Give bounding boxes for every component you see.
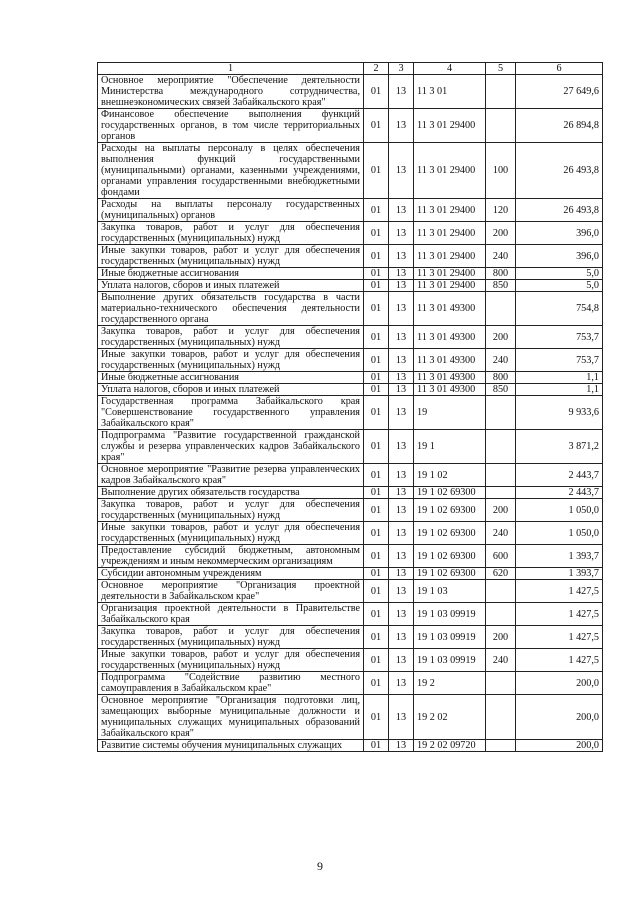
subsection-code: 13 [389,268,414,280]
target-article-code: 19 1 02 69300 [414,487,486,499]
expense-type-code: 120 [486,199,516,222]
target-article-code: 19 2 02 09720 [414,740,486,752]
section-code: 01 [364,649,389,672]
expense-name: Развитие системы обучения муниципальных служащих [98,740,364,752]
target-article-code: 11 3 01 29400 [414,222,486,245]
table-row [98,672,603,695]
section-code: 01 [364,280,389,292]
expense-name: Основное мероприятие "Обеспечение деятельности Министерства международного сотрудничества, внешнеэкономических связей Забайкальского края" [98,75,364,109]
target-article-code: 19 1 02 69300 [414,568,486,580]
table-row [98,75,603,109]
subsection-code: 13 [389,603,414,626]
subsection-code: 13 [389,545,414,568]
amount: 1 427,5 [516,603,603,626]
amount: 1 427,5 [516,649,603,672]
target-article-code: 11 3 01 29400 [414,245,486,268]
expense-type-code: 240 [486,649,516,672]
expense-type-code: 240 [486,522,516,545]
expense-type-code [486,464,516,487]
expense-type-code [486,430,516,464]
subsection-code: 13 [389,430,414,464]
expense-name: Закупка товаров, работ и услуг для обеспечения государственных (муниципальных) нужд [98,499,364,522]
section-code: 01 [364,580,389,603]
table-row [98,326,603,349]
table-row [98,396,603,430]
amount: 753,7 [516,326,603,349]
subsection-code: 13 [389,580,414,603]
table-row [98,268,603,280]
section-code: 01 [364,603,389,626]
section-code: 01 [364,199,389,222]
target-article-code: 19 2 [414,672,486,695]
amount: 200,0 [516,672,603,695]
amount: 2 443,7 [516,487,603,499]
amount: 27 649,6 [516,75,603,109]
subsection-code: 13 [389,740,414,752]
subsection-code: 13 [389,292,414,326]
expense-type-code: 850 [486,384,516,396]
section-code: 01 [364,292,389,326]
header-row [98,63,603,75]
expense-name: Иные закупки товаров, работ и услуг для обеспечения государственных (муниципальных) нужд [98,649,364,672]
subsection-code: 13 [389,109,414,143]
amount: 396,0 [516,222,603,245]
amount: 26 493,8 [516,143,603,199]
amount: 753,7 [516,349,603,372]
amount: 1 050,0 [516,522,603,545]
target-article-code: 19 2 02 [414,695,486,740]
expense-type-code [486,75,516,109]
expense-name: Подпрограмма "Развитие государственной гражданской службы и резерва управленческих кадров Забайкальского края" [98,430,364,464]
section-code: 01 [364,672,389,695]
target-article-code: 19 1 [414,430,486,464]
expense-name: Основное мероприятие "Организация проектной деятельности в Забайкальском крае" [98,580,364,603]
expense-type-code [486,292,516,326]
expense-name: Иные бюджетные ассигнования [98,268,364,280]
expense-name: Субсидии автономным учреждениям [98,568,364,580]
expense-name: Иные закупки товаров, работ и услуг для обеспечения государственных (муниципальных) нужд [98,245,364,268]
expense-name: Закупка товаров, работ и услуг для обеспечения государственных (муниципальных) нужд [98,326,364,349]
header-col-3: 3 [389,63,414,75]
expense-name: Государственная программа Забайкальского края "Совершенствование государственного управления Забайкальского края" [98,396,364,430]
target-article-code: 11 3 01 49300 [414,349,486,372]
expense-name: Финансовое обеспечение выполнения функций государственных органов, в том числе территориальных органов [98,109,364,143]
table-row [98,499,603,522]
section-code: 01 [364,384,389,396]
table-row [98,464,603,487]
table-row [98,109,603,143]
target-article-code: 19 1 03 09919 [414,603,486,626]
amount: 26 894,8 [516,109,603,143]
table-row [98,626,603,649]
expense-type-code [486,672,516,695]
target-article-code: 11 3 01 49300 [414,326,486,349]
expense-type-code: 620 [486,568,516,580]
expense-type-code: 240 [486,349,516,372]
target-article-code: 19 1 03 [414,580,486,603]
subsection-code: 13 [389,695,414,740]
target-article-code: 11 3 01 29400 [414,268,486,280]
subsection-code: 13 [389,396,414,430]
target-article-code: 19 1 02 69300 [414,499,486,522]
amount: 1 050,0 [516,499,603,522]
expense-type-code [486,603,516,626]
subsection-code: 13 [389,487,414,499]
target-article-code: 11 3 01 29400 [414,199,486,222]
target-article-code: 19 1 03 09919 [414,626,486,649]
table-row [98,143,603,199]
subsection-code: 13 [389,75,414,109]
expense-type-code: 800 [486,268,516,280]
target-article-code: 19 [414,396,486,430]
amount: 2 443,7 [516,464,603,487]
amount: 200,0 [516,695,603,740]
expense-type-code: 200 [486,222,516,245]
table-row [98,649,603,672]
target-article-code: 19 1 03 09919 [414,649,486,672]
expense-name: Подпрограмма "Содействие развитию местного самоуправления в Забайкальском крае" [98,672,364,695]
header-col-6: 6 [516,63,603,75]
header-col-5: 5 [486,63,516,75]
table-row [98,199,603,222]
amount: 200,0 [516,740,603,752]
amount: 5,0 [516,280,603,292]
table-row [98,245,603,268]
section-code: 01 [364,143,389,199]
target-article-code: 11 3 01 49300 [414,292,486,326]
amount: 754,8 [516,292,603,326]
table-row [98,292,603,326]
table-row [98,349,603,372]
expense-name: Расходы на выплаты персоналу государственных (муниципальных) органов [98,199,364,222]
section-code: 01 [364,396,389,430]
subsection-code: 13 [389,522,414,545]
expense-name: Выполнение других обязательств государства в части материально-технического обеспечения деятельности государственного органа [98,292,364,326]
expense-name: Уплата налогов, сборов и иных платежей [98,384,364,396]
target-article-code: 19 1 02 69300 [414,522,486,545]
amount: 1 393,7 [516,545,603,568]
table-row [98,580,603,603]
amount: 1,1 [516,384,603,396]
expense-type-code [486,740,516,752]
table-row [98,222,603,245]
subsection-code: 13 [389,143,414,199]
expense-name: Организация проектной деятельности в Правительстве Забайкальского края [98,603,364,626]
expense-type-code [486,109,516,143]
amount: 396,0 [516,245,603,268]
expense-type-code [486,396,516,430]
amount: 26 493,8 [516,199,603,222]
expense-name: Уплата налогов, сборов и иных платежей [98,280,364,292]
budget-table [97,62,603,752]
subsection-code: 13 [389,199,414,222]
target-article-code: 19 1 02 [414,464,486,487]
subsection-code: 13 [389,245,414,268]
section-code: 01 [364,464,389,487]
target-article-code: 11 3 01 29400 [414,109,486,143]
target-article-code: 11 3 01 49300 [414,372,486,384]
table-row [98,603,603,626]
table-row [98,740,603,752]
target-article-code: 11 3 01 29400 [414,143,486,199]
subsection-code: 13 [389,372,414,384]
expense-type-code: 200 [486,326,516,349]
subsection-code: 13 [389,626,414,649]
section-code: 01 [364,326,389,349]
subsection-code: 13 [389,384,414,396]
header-col-2: 2 [364,63,389,75]
section-code: 01 [364,245,389,268]
table-row [98,568,603,580]
expense-type-code: 850 [486,280,516,292]
header-col-1: 1 [98,63,364,75]
section-code: 01 [364,487,389,499]
page-number: 9 [317,859,323,873]
table-row [98,384,603,396]
section-code: 01 [364,740,389,752]
section-code: 01 [364,522,389,545]
section-code: 01 [364,75,389,109]
section-code: 01 [364,349,389,372]
amount: 1 393,7 [516,568,603,580]
amount: 1 427,5 [516,580,603,603]
table-row [98,695,603,740]
expense-name: Расходы на выплаты персоналу в целях обеспечения выполнения функций государственными (муниципальными) органами, казенными учреждениями, органами управления государственными внебюджетными фондами [98,143,364,199]
expense-name: Иные бюджетные ассигнования [98,372,364,384]
table-row [98,487,603,499]
amount: 5,0 [516,268,603,280]
table-row [98,430,603,464]
expense-type-code: 240 [486,245,516,268]
section-code: 01 [364,499,389,522]
expense-name: Предоставление субсидий бюджетным, автономным учреждениям и иным некоммерческим организациям [98,545,364,568]
section-code: 01 [364,268,389,280]
expense-name: Иные закупки товаров, работ и услуг для обеспечения государственных (муниципальных) нужд [98,349,364,372]
section-code: 01 [364,372,389,384]
expense-name: Иные закупки товаров, работ и услуг для обеспечения государственных (муниципальных) нужд [98,522,364,545]
section-code: 01 [364,109,389,143]
amount: 1 427,5 [516,626,603,649]
expense-name: Закупка товаров, работ и услуг для обеспечения государственных (муниципальных) нужд [98,626,364,649]
expense-name: Закупка товаров, работ и услуг для обеспечения государственных (муниципальных) нужд [98,222,364,245]
expense-type-code [486,580,516,603]
subsection-code: 13 [389,672,414,695]
subsection-code: 13 [389,499,414,522]
expense-type-code: 600 [486,545,516,568]
subsection-code: 13 [389,222,414,245]
amount: 1,1 [516,372,603,384]
expense-type-code [486,695,516,740]
target-article-code: 11 3 01 49300 [414,384,486,396]
expense-type-code: 100 [486,143,516,199]
expense-name: Основное мероприятие "Организация подготовки лиц, замещающих выборные муниципальные должности и муниципальных служащих муниципальных образований Забайкальского края" [98,695,364,740]
expense-type-code [486,487,516,499]
subsection-code: 13 [389,649,414,672]
subsection-code: 13 [389,349,414,372]
subsection-code: 13 [389,568,414,580]
expense-type-code: 800 [486,372,516,384]
subsection-code: 13 [389,464,414,487]
table-row [98,545,603,568]
section-code: 01 [364,568,389,580]
expense-type-code: 200 [486,626,516,649]
section-code: 01 [364,545,389,568]
table-row [98,372,603,384]
header-col-4: 4 [414,63,486,75]
section-code: 01 [364,430,389,464]
table-row [98,522,603,545]
subsection-code: 13 [389,280,414,292]
section-code: 01 [364,626,389,649]
amount: 3 871,2 [516,430,603,464]
expense-type-code: 200 [486,499,516,522]
target-article-code: 11 3 01 29400 [414,280,486,292]
section-code: 01 [364,695,389,740]
expense-name: Выполнение других обязательств государства [98,487,364,499]
target-article-code: 19 1 02 69300 [414,545,486,568]
subsection-code: 13 [389,326,414,349]
expense-name: Основное мероприятие "Развитие резерва управленческих кадров Забайкальского края" [98,464,364,487]
target-article-code: 11 3 01 [414,75,486,109]
table-row [98,280,603,292]
section-code: 01 [364,222,389,245]
amount: 9 933,6 [516,396,603,430]
